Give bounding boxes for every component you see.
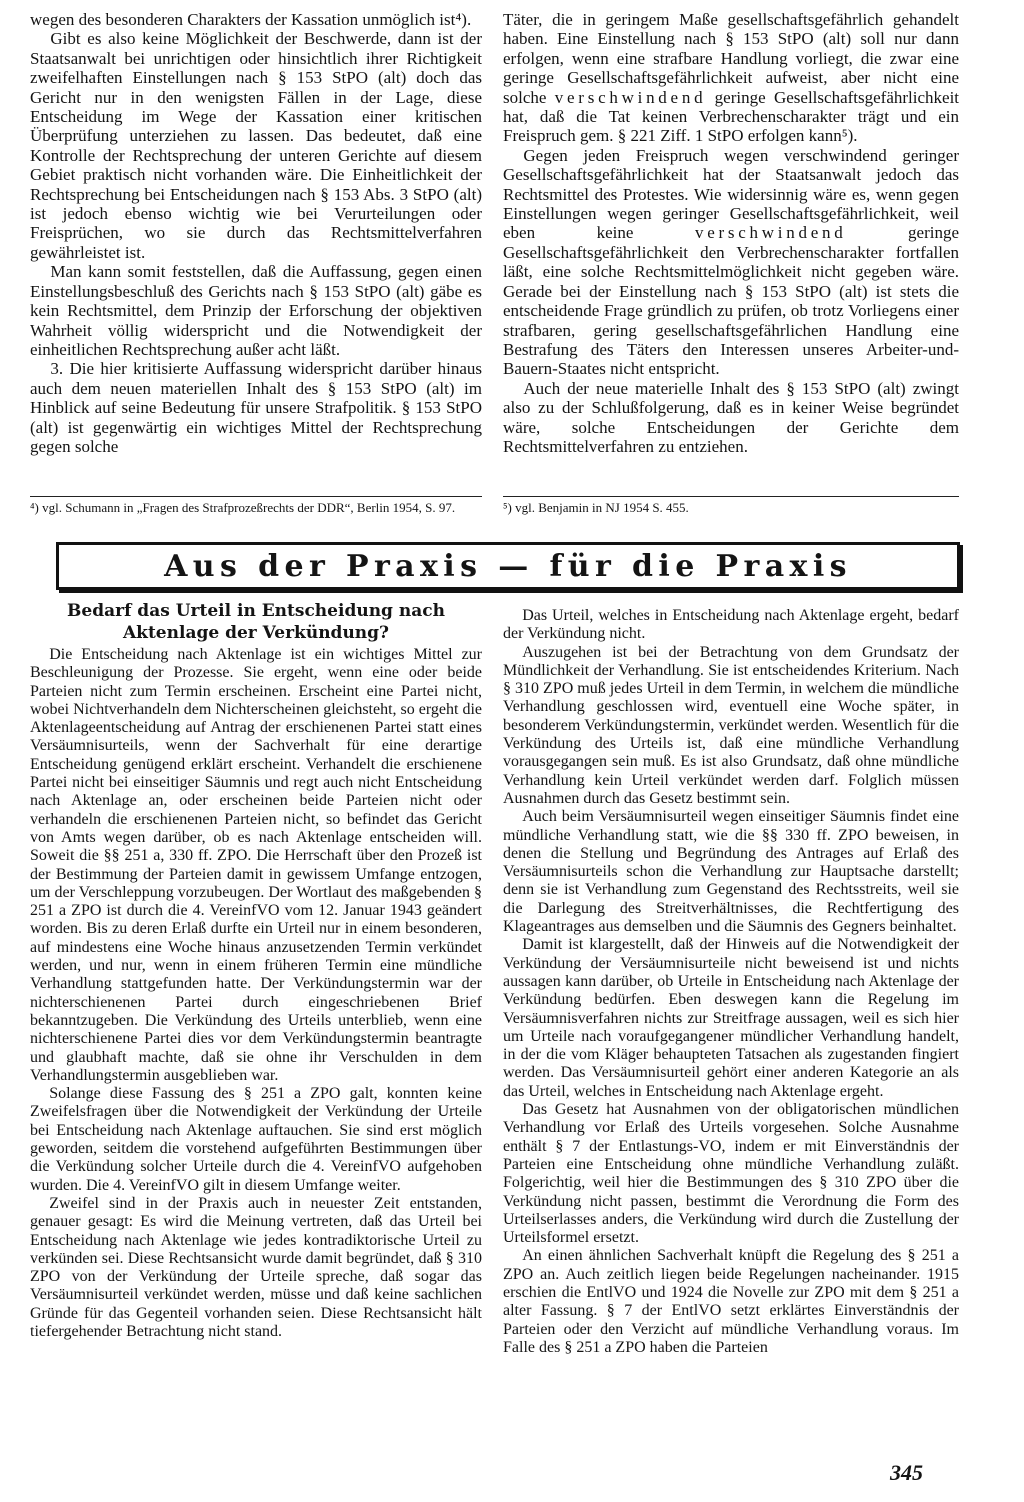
paragraph: Das Urteil, welches in Entscheidung nach Aktenlage ergeht, bedarf der Verkündung nicht.: [503, 607, 959, 643]
article-title: Bedarf das Urteil in Entscheidung nach Aktenlage der Verkündung?: [67, 601, 445, 643]
paragraph: Gibt es also keine Möglichkeit der Beschwerde, dann ist der Staatsanwalt bei unrichtigen oder hinsichtlich ihrer Richtigkeit zweifelhaften Einstellungen nach § 153 StPO (alt) doch das Gericht nur in den wenigsten Fällen in der Lage, diese Entscheidung im Wege der Kassation einer kritischen Überprüfung unterziehen zu lassen. Das bedeutet, daß eine Kontrolle der Rechtsprechung der unteren Gerichte auf diesem Gebiet praktisch nicht vorhanden wäre. Die Einheitlichkeit der Rechtsprechung bei Entscheidungen nach § 153 Abs. 3 StPO (alt) ist jedoch ebenso wichtig wie bei Verurteilungen oder Freisprüchen, wo sie durch das Rechtsmittelverfahren gewährleistet ist.: [30, 29, 482, 262]
paragraph: [503, 146, 959, 379]
paragraph: Zweifel sind in der Praxis auch in neuester Zeit entstanden, genauer gesagt: Es wird die Meinung vertreten, daß das Urteil bei Entscheidung nach Aktenlage wie jedes kontradiktorische Urteil zu verkünden sei. Diese Rechtsansicht wurde damit begründet, daß § 310 ZPO von der Verkündung der Urteile spreche, daß sogar das Versäumnisurteil verkündet werden, müsse und daß keine sachlichen Gründe für das Gegenteil vorhanden seien. Diese Rechtsansicht hält tiefergehender Betrachtung nicht stand.: [30, 1194, 482, 1340]
paragraph: wegen des besonderen Charakters der Kassation unmöglich ist⁴).: [30, 10, 472, 29]
page-number: 345: [890, 1460, 923, 1485]
footnote-4: ⁴) vgl. Schumann in „Fragen des Strafprozeßrechts der DDR“, Berlin 1954, S. 97.: [30, 496, 482, 515]
paragraph: [503, 10, 959, 146]
top-right-column: [503, 10, 959, 456]
text-run: geringe Gesellschaftsgefährlichkeit den Verbrechenscharakter fortfallen läßt, eine solche Rechtsmittelmöglichkeit nicht gegeben wäre. Gerade bei der Einstellung nach § 153 StPO (alt) ist stets die entscheidende Frage gründlich zu prüfen, ob trotz Vorliegens einer strafbaren, gering gesellschaftsgefährlichen Handlung eine Bestrafung des Täters den Interessen unseres Arbeiter-und-Bauern-Staates nicht entspricht.: [503, 223, 960, 379]
paragraph: Die Entscheidung nach Aktenlage ist ein wichtiges Mittel zur Beschleunigung der Prozesse. Sie ergeht, wenn eine oder beide Parteien nicht zum Termin erscheinen. Erscheint eine Partei nicht, wobei Nichtverhandeln dem Nichterscheinen gleichsteht, so ergeht die Aktenlageentscheidung auf Antrag der erschienenen Partei statt eines Versäumnisurteils, wenn der Sachverhalt für eine derartige Entscheidung genügend erklärt erscheint. Verhandelt die erschienene Partei nicht bei einseitiger Säumnis und regt auch nicht Entscheidung nach Aktenlage an, oder erscheinen beide Parteien nicht oder verhandeln die erschienenen Parteien nicht, so befindet das Gericht von Amts wegen darüber, ob es nach Aktenlage entscheiden will. Soweit die §§ 251 a, 330 ff. ZPO. Die Herrschaft über den Prozeß ist der Bestimmung der Parteien damit in gewissem Umfange entzogen, um der Verschleppung vorzubeugen. Der Wortlaut des maßgebenden § 251 a ZPO ist durch die 4. VereinfVO vom 12. Januar 1943 geändert worden. Bis zu deren Erlaß durfte ein Urteil nur in einem besonderen, auf mindestens eine Woche hinaus anzusetzenden Termin verkündet werden, und nur, wenn in einem früheren Termin eine mündliche Verhandlung stattgefunden hatte. Der Verkündungstermin war der nichterschienenen Partei durch eingeschriebenen Brief bekanntzugeben. Die Verkündung des Urteils unterblieb, wenn eine nichterschienene Partei dies vor dem Verkündungstermin beantragte und glaubhaft machte, daß sie ohne ihr Verschulden in dem Verhandlungstermin ausgeblieben war.: [30, 646, 482, 1084]
text-run: geringe Gesellschaftsgefährlichkeit hat, daß die Tat keinen Verbrechenscharakter trägt und ein Freispruch gem. § 221 Ziff. 1 StPO erfolgen kann⁵).: [503, 87, 960, 146]
footnote-5: ⁵) vgl. Benjamin in NJ 1954 S. 455.: [503, 496, 959, 515]
section-banner-title: Aus der Praxis — für die Praxis: [164, 548, 852, 584]
paragraph: Solange diese Fassung des § 251 a ZPO galt, konnten keine Zweifelsfragen über die Notwendigkeit der Verkündung der Urteile bei Entscheidung nach Aktenlage auftauchen. Sie sind erst möglich geworden, seitdem die vorstehend aufgeführten Bestimmungen über die Verkündung solcher Urteile durch die 4. VereinfVO aufgehoben wurden. Die 4. VereinfVO gilt in diesem Umfange weiter.: [30, 1085, 482, 1194]
top-left-column: [30, 10, 482, 456]
spaced-emphasis: verschwindend: [694, 223, 847, 243]
paragraph: Auszugehen ist bei der Betrachtung von dem Grundsatz der Mündlichkeit der Verhandlung. Sie ist entscheidendes Kriterium. Nach § 310 ZPO muß jedes Urteil in dem Termin, in welchem die mündliche Verhandlung geschlossen wird, eventuell eine Woche später, in besonderem Verkündungstermin, verkündet werden. Wesentlich für die Verkündung des Urteils ist, daß eine mündliche Verhandlung vorausgegangen sein muß. Es ist also Grundsatz, daß ohne mündliche Verhandlung kein Urteil verkündet werden darf. Folglich müssen Ausnahmen durch das Gesetz bestimmt sein.: [503, 643, 959, 807]
article-right-column: [503, 607, 959, 1357]
section-banner: [56, 542, 960, 590]
paragraph: An einen ähnlichen Sachverhalt knüpft die Regelung des § 251 a ZPO an. Auch zeitlich liegen beide Regelungen nacheinander. 1915 erschien die EntlVO und 1924 die Novelle zur ZPO mit dem § 251 a alter Fassung. § 7 der EntlVO setzt erklärtes Einverständnis der Parteien oder den Verzicht auf mündliche Verhandlung voraus. Im Falle des § 251 a ZPO haben die Parteien: [503, 1247, 959, 1356]
paragraph: Auch der neue materielle Inhalt des § 153 StPO (alt) zwingt also zu der Schlußfolgerung, daß es in keiner Weise begründet wäre, solche Entscheidungen der Gerichte dem Rechtsmittelverfahren zu entziehen.: [503, 378, 959, 456]
paragraph: 3. Die hier kritisierte Auffassung widerspricht darüber hinaus auch dem neuen materiellen Inhalt des § 153 StPO (alt) im Hinblick auf seine Bedeutung für unsere Strafpolitik. § 153 StPO (alt) ist gegenwärtig ein wichtiges Mittel der Rechtsprechung gegen solche: [30, 359, 482, 456]
text-run: Täter, die in geringem Maße gesellschaftsgefährlich gehandelt haben. Eine Einstellung nach § 153 StPO (alt) soll nur dann erfolgen, wenn eine strafbare Handlung vorliegt, die zwar eine geringe Gesellschaftsgefährlichkeit aufweist, aber nicht eine solche: [503, 10, 959, 107]
paragraph: Man kann somit feststellen, daß die Auffassung, gegen einen Einstellungsbeschluß des Gerichts nach § 153 StPO (alt) gäbe es kein Rechtsmittel, dem Prinzip der Erforschung der objektiven Wahrheit völlig widerspricht und die Notwendigkeit der einheitlichen Rechtsprechung außer acht läßt.: [30, 262, 482, 359]
spaced-emphasis: verschwindend: [554, 87, 707, 107]
paragraph: Damit ist klargestellt, daß der Hinweis auf die Notwendigkeit der Verkündung der Versäumnisurteile nicht beweisend ist und nichts aussagen kann darüber, ob Urteile in Entscheidung nach Aktenlage der Verkündung bedürfen. Eben deswegen kann die Regelung im Versäumnisverfahren nichts zur Streitfrage aussagen, weil es sich hier um Urteile nach voraufgegangener mündlicher Verhandlung handelt, in der die vom Kläger behaupteten Tatsachen als zugestanden fingiert werden. Das Versäumnisurteil gehört einer anderen Kategorie an als das Urteil, welches in Entscheidung nach Aktenlage ergeht.: [503, 936, 959, 1100]
paragraph: Auch beim Versäumnisurteil wegen einseitiger Säumnis findet eine mündliche Verhandlung statt, wie die §§ 330 ff. ZPO beweisen, in denen die Stellung und Begründung des Antrages auf Erlaß des Versäumnisurteils schon die Verhandlung zur Hauptsache darstellt; denn sie ist Verhandlung zum Gegenstand des Rechtsstreits, weil sie die Darlegung des Streitverhältnisses, die Rechtfertigung des Klageantrages aus demselben und die Säumnis des Gegners beinhaltet.: [503, 808, 959, 936]
paragraph: Das Gesetz hat Ausnahmen von der obligatorischen mündlichen Verhandlung vor Erlaß des Urteils vorgesehen. Solche Ausnahme enthält § 7 der Entlastungs-VO, indem er mit Einverständnis der Parteien eine Entscheidung ohne mündliche Verhandlung zuläßt. Folgerichtig, weil hier die Bestimmungen des § 310 ZPO über die Verkündung nicht passen, bestimmt die Verordnung die Form des Urteilserlasses anders, die Verkündung wird durch die Zustellung der Urteilsformel ersetzt.: [503, 1101, 959, 1247]
article-left-column: [30, 646, 482, 1341]
text-run: Gegen jeden Freispruch wegen verschwindend geringer Gesellschaftsgefährlichkeit hat der Staatsanwalt jedoch das Rechtsmittel des Protestes. Wie widersinnig wäre es, wenn gegen Einstellungen wegen geringer Gesellschaftsgefährlichkeit, weil eben keine: [503, 145, 959, 243]
